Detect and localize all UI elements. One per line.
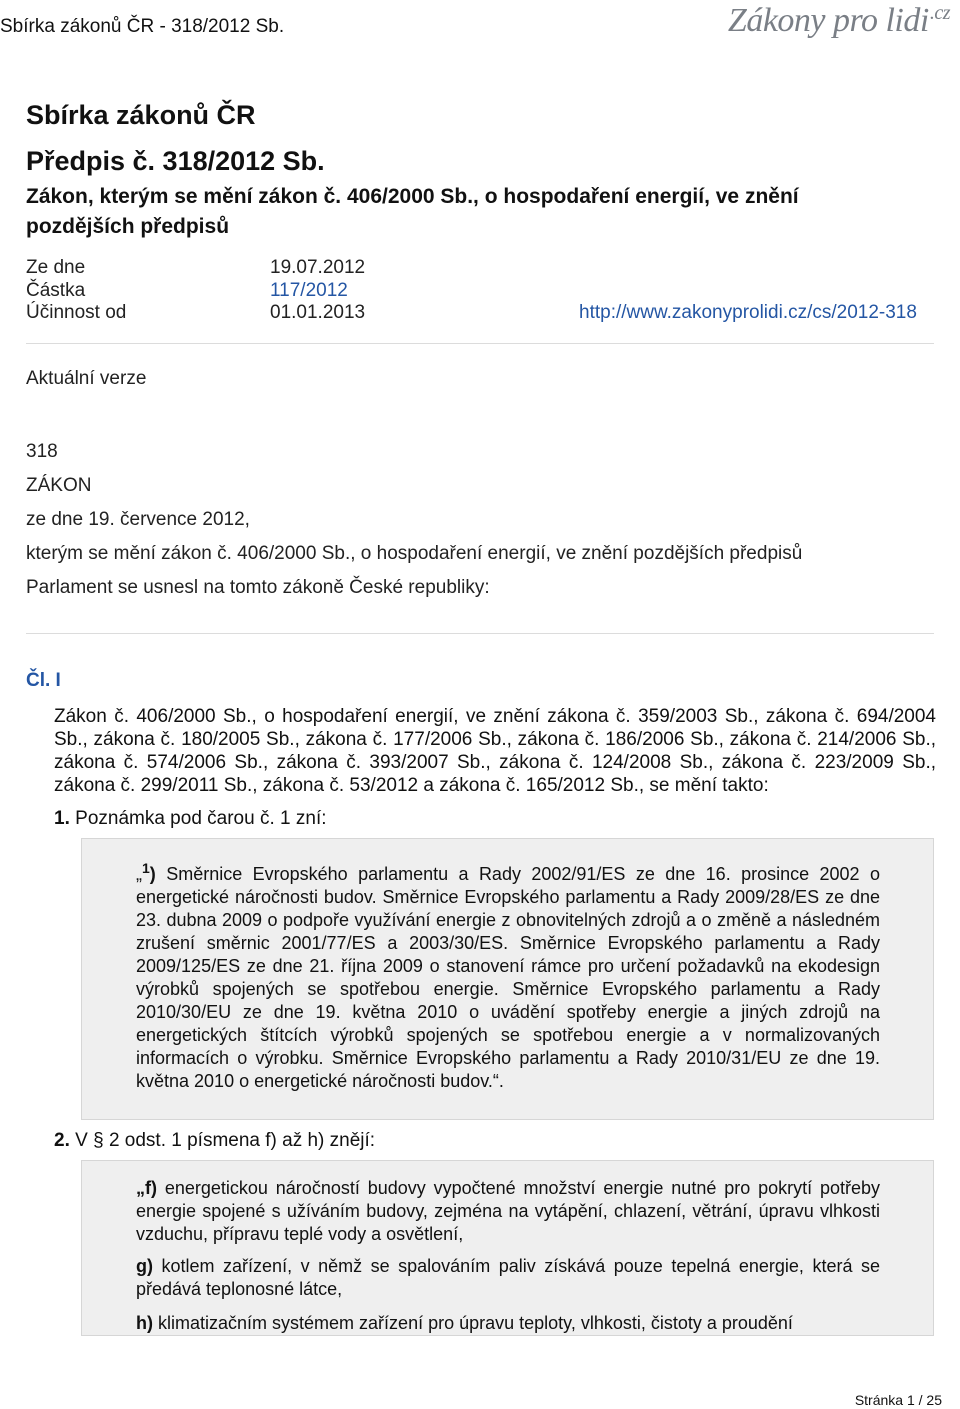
point-2 (54, 1130, 375, 1152)
definition-g (136, 1255, 880, 1301)
collection-heading: Sbírka zákonů ČR (26, 100, 256, 130)
law-subject: kterým se mění zákon č. 406/2000 Sb., o hospodaření energií, ve znění pozdějších předpisů (26, 543, 803, 564)
footnote-paren: ) (149, 864, 156, 884)
regulation-heading: Předpis č. 318/2012 Sb. (26, 146, 325, 176)
meta-part-row (26, 280, 348, 302)
definition-f-text: energetickou náročností budovy vypočtené množství energie nutné pro pokrytí potřeby energie spojené s užíváním budovy, zejména na vytápění, chlazení, větrání, úpravu vlhkosti vzduchu, přípravu teplé vody a osvětlení, (136, 1178, 880, 1244)
point-1-number: 1. (54, 808, 70, 829)
footnote-content (136, 857, 880, 1093)
footnote-text: Směrnice Evropského parlamentu a Rady 2002/91/ES ze dne 16. prosince 2002 o energetické náročnosti budov. Směrnice Evropského parlamentu a Rady 2009/28/ES ze dne 23. dubna 2009 o podpoře využívání energie z obnovitelných zdrojů a o změně a následném zrušení směrnic 2001/77/ES a 2003/30/ES. Směrnice Evropského parlamentu a Rady 2009/125/ES ze dne 21. října 2009 o stanovení rámce pro určení požadavků na ekodesign výrobků spojených se spotřebou energie. Směrnice Evropského parlamentu a Rady 2010/30/EU ze dne 19. května 2010 o uvádění spotřeby energie a jiných zdrojů na energetických štítcích výrobků spojených se spotřebou energie a v normalizovaných informacích o výrobku. Směrnice Evropského parlamentu a Rady 2010/31/EU ze dne 19. května 2010 o energetické náročnosti budov.“. (136, 864, 880, 1091)
point-1-text: Poznámka pod čarou č. 1 zní: (75, 808, 327, 829)
meta-effective-label: Účinnost od (26, 302, 127, 323)
law-date: ze dne 19. července 2012, (26, 509, 250, 530)
meta-date-row (26, 257, 366, 279)
footnote-open-quote: „ (136, 864, 142, 884)
definition-f-label: „f) (136, 1178, 157, 1198)
definition-h (136, 1312, 880, 1335)
point-2-text: V § 2 odst. 1 písmena f) až h) znějí: (75, 1130, 376, 1151)
site-logo[interactable] (728, 2, 950, 40)
law-title-line-1: Zákon, kterým se mění zákon č. 406/2000 Sb., o hospodaření energií, ve znění (26, 185, 799, 208)
point-2-number: 2. (54, 1130, 70, 1151)
point-1 (54, 808, 327, 830)
meta-effective-row (26, 302, 366, 324)
meta-part-label: Částka (26, 280, 86, 301)
page-counter: Stránka 1 / 25 (854, 1392, 942, 1408)
law-title-line-2: pozdějších předpisů (26, 215, 230, 238)
definitions-box (81, 1160, 934, 1336)
definition-h-label: h) (136, 1313, 153, 1333)
divider (26, 343, 934, 344)
definition-f (136, 1177, 880, 1246)
definition-h-text: klimatizačním systémem zařízení pro úpravu teploty, vlhkosti, čistoty a proudění (158, 1313, 793, 1333)
law-number: 318 (26, 441, 58, 462)
law-preamble: Parlament se usnesl na tomto zákoně České republiky: (26, 577, 490, 598)
divider (26, 633, 934, 634)
meta-date-value: 19.07.2012 (270, 257, 366, 278)
current-version-label: Aktuální verze (26, 368, 147, 389)
meta-date-label: Ze dne (26, 257, 86, 278)
definition-g-label: g) (136, 1256, 153, 1276)
article-heading[interactable]: Čl. I (26, 670, 61, 691)
meta-part-link[interactable]: 117/2012 (270, 280, 348, 301)
footnote-box (81, 838, 934, 1120)
definition-g-text: kotlem zařízení, v němž se spalováním paliv získává pouze tepelná energie, která se předává teplonosné látce, (136, 1256, 880, 1299)
document-header-title: Sbírka zákonů ČR - 318/2012 Sb. (0, 16, 285, 37)
logo-suffix: .cz (929, 2, 950, 24)
article-intro: Zákon č. 406/2000 Sb., o hospodaření energií, ve znění zákona č. 359/2003 Sb., zákona č. 694/2004 Sb., zákona č. 180/2005 Sb., zákona č. 177/2006 Sb., zákona č. 186/2006 Sb., zákona č. 214/2006 Sb., zákona č. 574/2006 Sb., zákona č. 393/2007 Sb., zákona č. 124/2008 Sb., zákona č. 223/2009 Sb., zákona č. 299/2011 Sb., zákona č. 53/2012 a zákona č. 165/2012 Sb., se mění takto: (54, 706, 936, 796)
meta-effective-value: 01.01.2013 (270, 302, 366, 323)
logo-text: Zákony pro lidi (727, 2, 929, 39)
law-type: ZÁKON (26, 475, 92, 496)
footnote-number: 1 (142, 860, 150, 876)
law-title (26, 182, 926, 242)
source-url-link[interactable]: http://www.zakonyprolidi.cz/cs/2012-318 (579, 302, 917, 323)
